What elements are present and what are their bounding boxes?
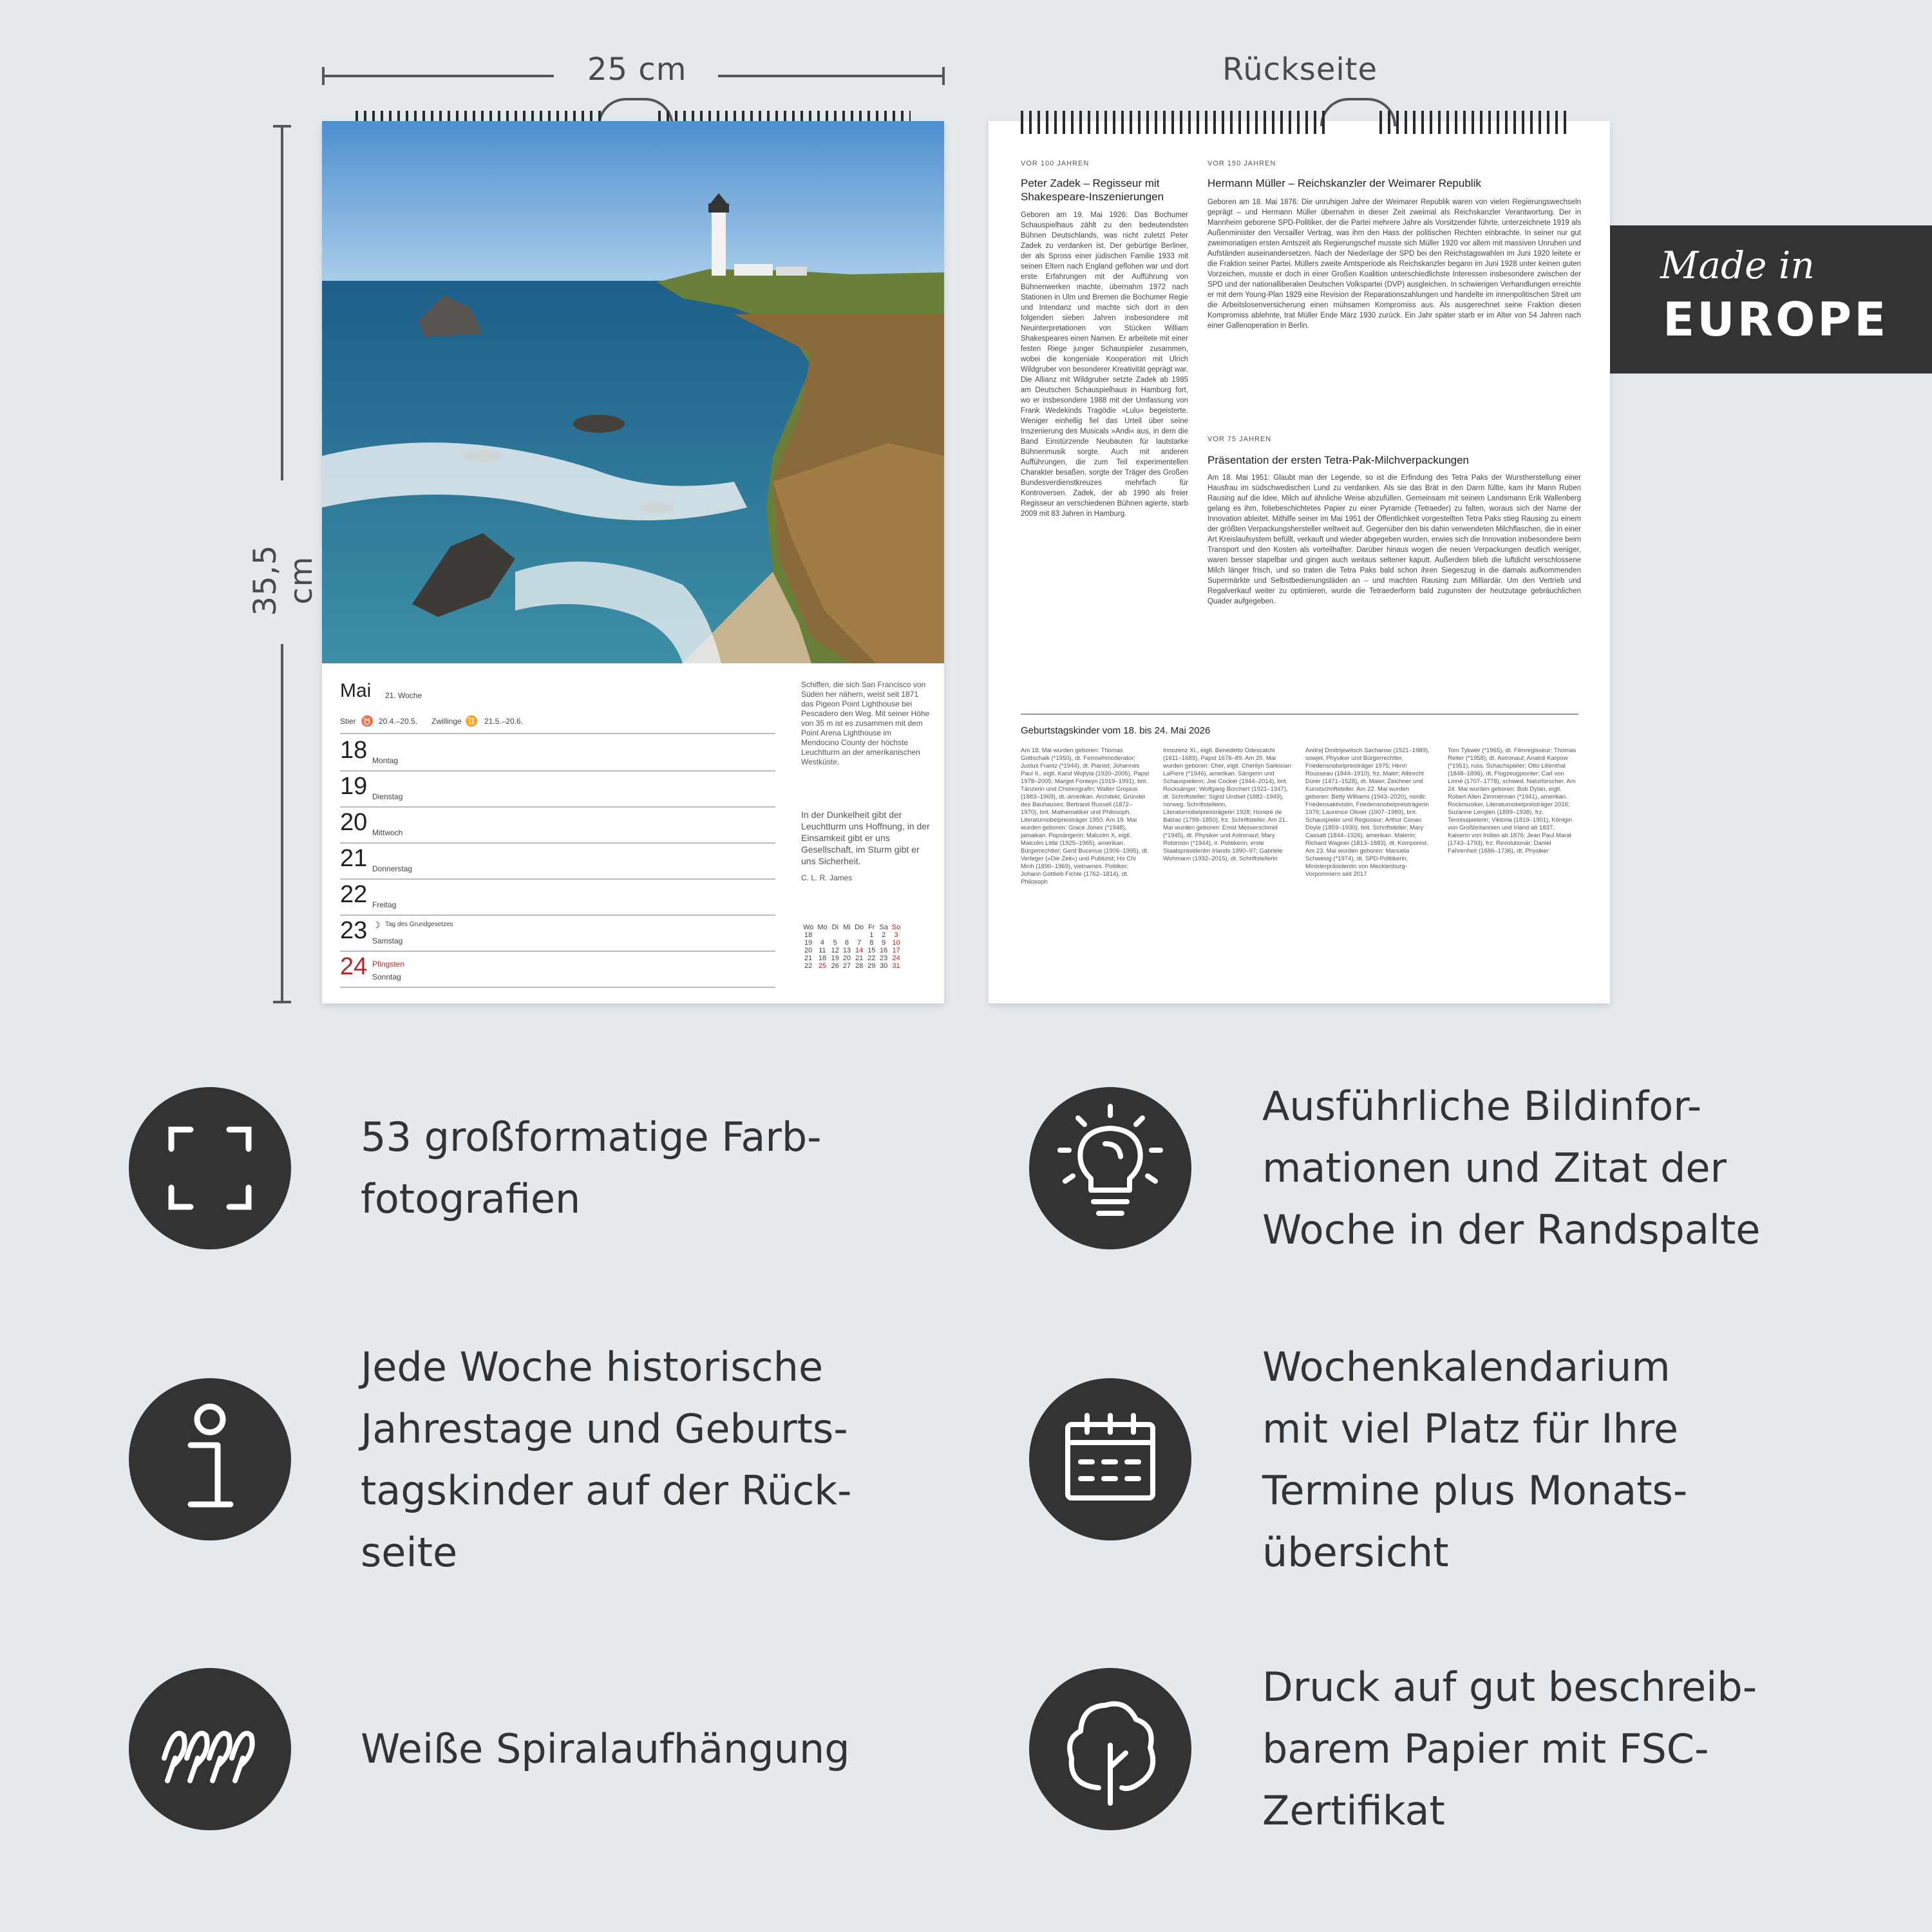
mini-calendar-row	[801, 931, 902, 939]
birthday-divider	[1021, 714, 1578, 715]
mini-cell: 20	[804, 947, 813, 954]
mini-cell: 18	[804, 931, 813, 939]
zodiac-gemini-name: Zwillinge	[431, 717, 462, 726]
day-number: 18	[340, 737, 368, 764]
mini-header-cell: Mo	[817, 923, 828, 931]
zodiac-taurus-name: Stier	[340, 717, 356, 726]
zodiac-gemini-dates: 21.5.–20.6.	[484, 717, 524, 726]
week-number: 21. Woche	[385, 691, 422, 700]
day-number: 23	[340, 917, 368, 944]
birthday-title: Geburtstagskinder vom 18. bis 24. Mai 2026	[1021, 725, 1211, 736]
mini-cell: 8	[869, 939, 874, 947]
mini-cell: 23	[880, 954, 888, 962]
day-name: Samstag	[372, 936, 403, 945]
day-row-friday[interactable]	[340, 878, 775, 916]
quote-text: In der Dunkelheit gibt der Leuchtturm uns Hoffnung, in der Einsamkeit gibt er uns Gesellschaft, im Sturm gibt er uns Sicherheit.	[801, 810, 930, 866]
mini-header-cell: Mi	[843, 923, 851, 931]
back-side-label: Rückseite	[1222, 52, 1378, 88]
day-number: 22	[340, 881, 368, 908]
width-label: 25 cm	[587, 52, 687, 88]
height-label: 35,5 cm	[247, 544, 319, 616]
feature-6-text: Druck auf gut beschreib- barem Papier mit FSC- Zertifikat	[1262, 1663, 1757, 1834]
tree-icon	[1029, 1668, 1191, 1830]
birthday-column-2: Innozenz XI., eigtl. Benedetto Odescalchi (1611–1689), Papst 1676–89. Am 20. Mai wurden geboren: Cher, eigtl. Cherilyn Sarkisian LaPiere (*1946), amerikan. Sängerin und Schauspielerin; Joe Cocker (1944–2014), brit. Rocksänger; Wolfgang Borchert (1921–1947), dt. Schriftsteller; Sigrid Undset (1882–1949), norweg. Schriftstellerin, Literaturnobelpreisträgerin 1928; Honoré de Balzac (1799–1850), frz. Schriftsteller. Am 21. Mai wurden geboren: Ernst Messerschmid (*1945), dt. Physiker und Astronaut; Mary Robinson (*1944), ir. Politikerin, erste Staatspräsidentin Irlands 1990–97; Gabriele Wohmann (1932–2015), dt. Schriftstellerin	[1163, 747, 1291, 862]
article-3-tag: VOR 75 JAHREN	[1208, 435, 1272, 443]
mini-header-cell: Di	[831, 923, 838, 931]
width-marker-line-left	[322, 75, 554, 77]
mini-calendar-row	[801, 947, 902, 954]
zodiac-taurus-dates: 20.4.–20.5.	[379, 717, 418, 726]
mini-cell: 5	[833, 939, 837, 947]
day-number: 24	[340, 953, 368, 980]
day-name: Mittwoch	[372, 828, 403, 837]
mini-cell	[841, 931, 853, 939]
calendar-icon	[1029, 1378, 1191, 1540]
taurus-icon: ♉	[361, 716, 374, 727]
day-note: Tag des Grundgesetzes	[385, 921, 453, 928]
mini-calendar-row	[801, 962, 902, 970]
width-marker-right-tick	[942, 67, 945, 85]
feature-6	[1029, 1668, 1191, 1830]
mini-cell: 28	[855, 962, 864, 970]
mini-calendar-row	[801, 954, 902, 962]
feature-2-text: Ausführliche Bildinfor- mationen und Zitat der Woche in der Randspalte	[1262, 1083, 1761, 1253]
fullscreen-frame-icon	[129, 1087, 291, 1249]
day-row-thursday[interactable]	[340, 842, 775, 880]
mini-cell	[815, 931, 829, 939]
mini-cell: 11	[819, 947, 826, 954]
day-row-tuesday[interactable]	[340, 770, 775, 808]
day-name: Montag	[372, 756, 399, 765]
mini-cell: 24	[892, 954, 900, 962]
day-name: Dienstag	[372, 792, 403, 801]
feature-3-text: Jede Woche historische Jahrestage und Geburts- tagskinder auf der Rück- seite	[361, 1343, 852, 1576]
lighthouse-coast-image	[322, 121, 944, 663]
mini-calendar-header	[801, 923, 902, 931]
month-title: Mai	[340, 680, 372, 701]
birthday-column-3: Andrej Dmitrijewitsch Sacharow (1921–1989), sowjet. Physiker und Bürgerrechtler, Friedensnobelpreisträger 1975; Henri Rousseau (1844–1910), frz. Maler; Albrecht Dürer (1471–1528), dt. Maler, Zeichner und Kunstschriftsteller. Am 22. Mai wurden geboren: Betty Williams (1943–2020), nordir. Friedensaktivistin, Friedensnobelpreisträgerin 1976; Laurence Olivier (1907–1989), brit. Schauspieler und Regisseur; Arthur Conan Doyle (1859–1930), brit. Schriftsteller; Mary Cassatt (1844–1926), amerikan. Malerin; Richard Wagner (1813–1883), dt. Komponist. Am 23. Mai wurden geboren: Manuela Schwesig (*1974), dt. SPD-Politikerin, Ministerpräsidentin von Mecklenburg-Vorpommern seit 2017	[1305, 747, 1430, 878]
mini-cell: 7	[857, 939, 862, 947]
mini-cell: 20	[842, 954, 851, 962]
month-overview-calendar	[801, 923, 902, 970]
quote-author: C. L. R. James	[801, 873, 853, 882]
article-2-text: Geboren am 18. Mai 1876: Die unruhigen Jahre der Weimarer Republik waren von vielen Regierungswechseln geprägt – und Hermann Müller übernahm in dieser Zeit zweimal als Reichskanzler Verantwortung. Der in Mannheim geborene SPD-Politiker, der die Partei mehrere Jahre als Vorsitzender führte, unterzeichnete 1919 als Außenminister den Versailler Vertrag, was ihm den Hass der politischen Rechten einbrachte. In seiner nur gut zweimonatigen ersten Amtszeit als Regierungschef musste sich Müller 1920 vor allem mit massiven Unruhen und Aufständen auseinandersetzen. Nach der Niederlage der SPD bei den Reichstagswahlen im Juni 1920 leitete er die Fraktion seiner Partei. Müllers zweite Amtsperiode als Reichskanzler begann im Juni 1928 unter keinen guten Vorzeichen, musste er doch in einer Großen Koalition unterschiedlichste Interessen insbesondere zwischen der SPD und der nationalliberalen Deutschen Volkspartei (DVP) ausgleichen. In schwierigen Verhandlungen erreichte er mit dem Young-Plan 1929 eine Revision der Reparationszahlungen und handelte im innenpolitischen Streit um die Arbeitslosenversicherung einen mühsamen Kompromiss aus. Als ausgerechnet seine Fraktion diesen Kompromiss ablehnte, trat Müller Ende März 1930 zurück. Ein Jahr später starb er im Alter von 54 Jahren nach einer Gallenoperation in Berlin.	[1208, 198, 1581, 330]
mini-cell: 19	[831, 954, 839, 962]
feature-4-text: Wochenkalendarium mit viel Platz für Ihre Termine plus Monats- übersicht	[1262, 1343, 1688, 1576]
mini-calendar-row	[801, 939, 902, 947]
info-icon	[129, 1378, 291, 1540]
height-marker-line-top	[281, 125, 283, 480]
mini-header-cell: Sa	[879, 923, 888, 931]
mini-cell: 9	[882, 939, 886, 947]
mini-cell: 31	[892, 962, 900, 970]
mini-cell: 15	[867, 947, 876, 954]
mini-header-cell: So	[891, 923, 901, 931]
mini-header-cell: Wo	[803, 923, 814, 931]
mini-cell	[829, 931, 841, 939]
lighthouse-photo	[322, 121, 944, 663]
feature-4	[1029, 1378, 1191, 1540]
gemini-icon: ♊	[465, 716, 478, 727]
mini-header-cell: Fr	[868, 923, 875, 931]
feature-2	[1029, 1087, 1191, 1249]
article-1-text: Geboren am 19. Mai 1926: Das Bochumer Schauspielhaus zählt zu den bedeutendsten Bühnen Deutschlands, was nicht zuletzt Peter Zadek zu verdanken ist. Der gebürtige Berliner, der als Spross einer jüdischen Familie 1933 mit seinen Eltern nach England geflohen war und dort erste Erfahrungen mit der Aufführung von Bühnenwerken machte, übernahm 1972 nach Stationen in Ulm und Bremen die Bochumer Regie und Intendanz und machte sich dort in den folgenden sieben Jahren insbesondere mit Neuinterpretationen von Stücken William Shakespeares einen Namen. Er arbeitete mit einer festen Riege junger Schauspieler zusammen, wobei die kongeniale Kooperation mit Ulrich Wildgruber von besonderer Kreativität geprägt war. Die Allianz mit Wildgruber setzte Zadek ab 1985 am Deutschen Schauspielhaus in Hamburg fort, wo er insbesondere 1988 mit der Umfassung von Frank Wedekinds Tragödie »Lulu« begeisterte. Weniger einhellig fiel das Urteil über seine Inszenierung des Musicals »Andi« aus, in dem die Band Einstürzende Neubauten für lautstarke Bühnenmusik sorgte. Auch mit anderen Aufführungen, die zum Teil experimentellen Charakter besaßen, sorgte der Träger des Großen Bundesverdienstkreuzes mehrfach für Kontroversen. Zadek, der ab 1990 als freier Regisseur an verschiedenen Bühnen agierte, starb 2009 mit 83 Jahren in Hamburg.	[1021, 211, 1188, 518]
mini-cell	[853, 931, 866, 939]
mini-cell: 21	[855, 954, 864, 962]
day-number: 20	[340, 809, 368, 836]
mini-cell: 1	[869, 931, 874, 939]
feature-5	[129, 1668, 291, 1830]
mini-cell: 10	[892, 939, 900, 947]
day-number: 21	[340, 845, 368, 872]
mini-cell: 30	[880, 962, 888, 970]
photo-description: Schiffen, die sich San Francisco von Süden her nähern, weist seit 1871 das Pigeon Point Lighthouse bei Pescadero den Weg. Mit seiner Höhe von 35 m ist es zusammen mit dem Point Arena Lighthouse im Mendocino County der höchste Leuchtturm an der amerikanischen Westküste.	[801, 680, 930, 766]
article-2-tag: VOR 150 JAHREN	[1208, 160, 1276, 167]
day-number: 19	[340, 773, 368, 800]
mini-cell: 14	[855, 947, 864, 954]
day-row-saturday[interactable]	[340, 914, 775, 952]
mini-cell: 25	[818, 962, 827, 970]
mini-cell: 21	[804, 954, 813, 962]
mini-cell: 4	[820, 939, 825, 947]
height-marker-line-bottom	[281, 644, 283, 1002]
mini-cell: 26	[831, 962, 839, 970]
feature-3	[129, 1378, 291, 1540]
badge-line-1: Made in	[1660, 243, 1815, 287]
article-3-text: Am 18. Mai 1951: Glaubt man der Legende, so ist die Erfindung des Tetra Paks der Wurstherstellung einer Hausfrau im südschwedischen Lund zu verdanken. Als sie das Brät in den Darm füllte, kam ihr Mann Ruben Rausing auf die Idee, Milch auf ähnliche Weise abzufüllen. Gemeinsam mit seinem Landsmann Erik Wallenberg gelang es ihm, foliebeschichtetes Papier zu einer Pyramide (Tetraeder) zu falten, woraus sich der Name der Innovation ableitet. Mithilfe seiner im Mai 1951 der Öffentlichkeit vorgestellten Tetra Paks stieg Rausing zu einem der größten Verpackungshersteller weltweit auf. Gegenüber den bis dahin verwendeten Milchflaschen, die in einer Art Kreislaufsystem befüllt, verkauft und wieder abgegeben wurden, erwies sich die Innovation insbesondere beim Transport und den Kosten als vorteilhafter. Darüber hinaus wogen die neuen Verpackungen deutlich weniger, waren besser stapelbar und gingen auch weitaus seltener kaputt. Außerdem blieb die luftdicht verschlossene Milch länger frisch, und so traten die Tetra Paks bald schon ihren Siegeszug in die damals aufkommenden Supermärkte und Selbstbedienungsläden an – und machten Rausing zum Milliardär. Um den Vertrieb und Regalverkauf weiter zu optimieren, wurde die Tetraederform bald zugunsten der heutzutage gebräuchlichen Quader aufgegeben.	[1208, 474, 1581, 605]
day-row-wednesday[interactable]	[340, 806, 775, 844]
mini-cell: 22	[804, 962, 813, 970]
mini-cell: 16	[880, 947, 888, 954]
spiral-binding-back-left	[1021, 111, 1326, 134]
day-name: Freitag	[372, 900, 397, 909]
spiral-icon	[129, 1668, 291, 1830]
mini-cell: 27	[842, 962, 851, 970]
mini-cell: 22	[867, 954, 876, 962]
mini-cell: 3	[894, 931, 898, 939]
article-3-title: Präsentation der ersten Tetra-Pak-Milchverpackungen	[1208, 454, 1470, 466]
badge-line-2: EUROPE	[1663, 292, 1889, 346]
made-in-europe-badge	[1610, 225, 1932, 374]
mini-cell: 18	[818, 954, 827, 962]
feature-1-text: 53 großformatige Farb- fotografien	[361, 1113, 822, 1222]
mini-cell: 29	[867, 962, 876, 970]
day-name: Sonntag	[372, 972, 401, 981]
article-2-title: Hermann Müller – Reichskanzler der Weimarer Republik	[1208, 177, 1481, 189]
birthday-column-1: Am 18. Mai wurden geboren: Thomas Gottschalk (*1950), dt. Fernsehmoderator; Justus Frantz (*1944), dt. Pianist; Johannes Paul II., eigtl. Karol Wojtyla (1920–2005), Papst 1978–2005; Margot Fonteyn (1919–1991), brit. Tänzerin und Choreografin; Walter Gropius (1883–1969), dt.-amerikan. Architekt, Gründer des Bauhauses; Bertrand Russell (1872–1970), brit. Mathematiker und Philosoph, Literaturnobelpreisträger 1950. Am 19. Mai wurden geboren: Grace Jones (*1948), jamaikan. Popsängerin; Malcolm X, eigtl. Malcolm Little (1925–1965), amerikan. Bürgerrechtler; Gerd Bucerius (1906–1995), dt. Verleger (»Die Zeit«) und Publizist; Ho Chi Minh (1890–1969), vietnames. Politiker; Johann Gottlieb Fichte (1762–1814), dt. Philosoph	[1021, 747, 1150, 886]
article-1-tag: VOR 100 JAHREN	[1021, 160, 1090, 167]
lightbulb-icon	[1029, 1087, 1191, 1249]
feature-1	[129, 1087, 291, 1249]
mini-cell: 6	[844, 939, 849, 947]
article-1-title: Peter Zadek – Regisseur mit Shakespeare-Inszenierungen	[1021, 177, 1164, 203]
birthday-column-4: Tom Tykwer (*1965), dt. Filmregisseur; Thomas Reiter (*1958), dt. Astronaut; Anatoli Karpow (*1951), russ. Schachspieler; Otto Lilienthal (1848–1896), dt. Flugzeugpionier; Carl von Linné (1707–1778), schwed. Naturforscher. Am 24. Mai wurden geboren: Bob Dylan, eigtl. Robert Allen Zimmerman (*1941), amerikan. Rockmusiker, Literaturnobelpreisträger 2016; Suzanne Lenglen (1899–1938), frz. Tennisspielerin; Viktoria (1819–1901), Königin von Großbritannien und Irland ab 1837, Kaiserin von Indien ab 1876; Jean Paul Marat (1743–1793), frz. Revolutionär; Daniel Fahrenheit (1686–1736), dt. Physiker	[1448, 747, 1577, 855]
day-name: Donnerstag	[372, 864, 413, 873]
day-row-sunday[interactable]	[340, 951, 775, 988]
mini-cell: 17	[892, 947, 900, 954]
width-marker-line-right	[718, 75, 945, 77]
feature-5-text: Weiße Spiralaufhängung	[361, 1725, 850, 1772]
mini-cell: 13	[842, 947, 851, 954]
mini-header-cell: Do	[855, 923, 864, 931]
holiday-label: Pfingsten	[372, 960, 405, 969]
spiral-binding-back-right	[1379, 111, 1570, 134]
moon-phase-icon: ☽	[372, 920, 381, 930]
day-row-monday[interactable]	[340, 734, 775, 772]
mini-cell: 12	[831, 947, 839, 954]
mini-cell: 2	[882, 931, 886, 939]
height-marker-bottom-tick	[273, 1001, 291, 1003]
mini-cell: 19	[804, 939, 813, 947]
